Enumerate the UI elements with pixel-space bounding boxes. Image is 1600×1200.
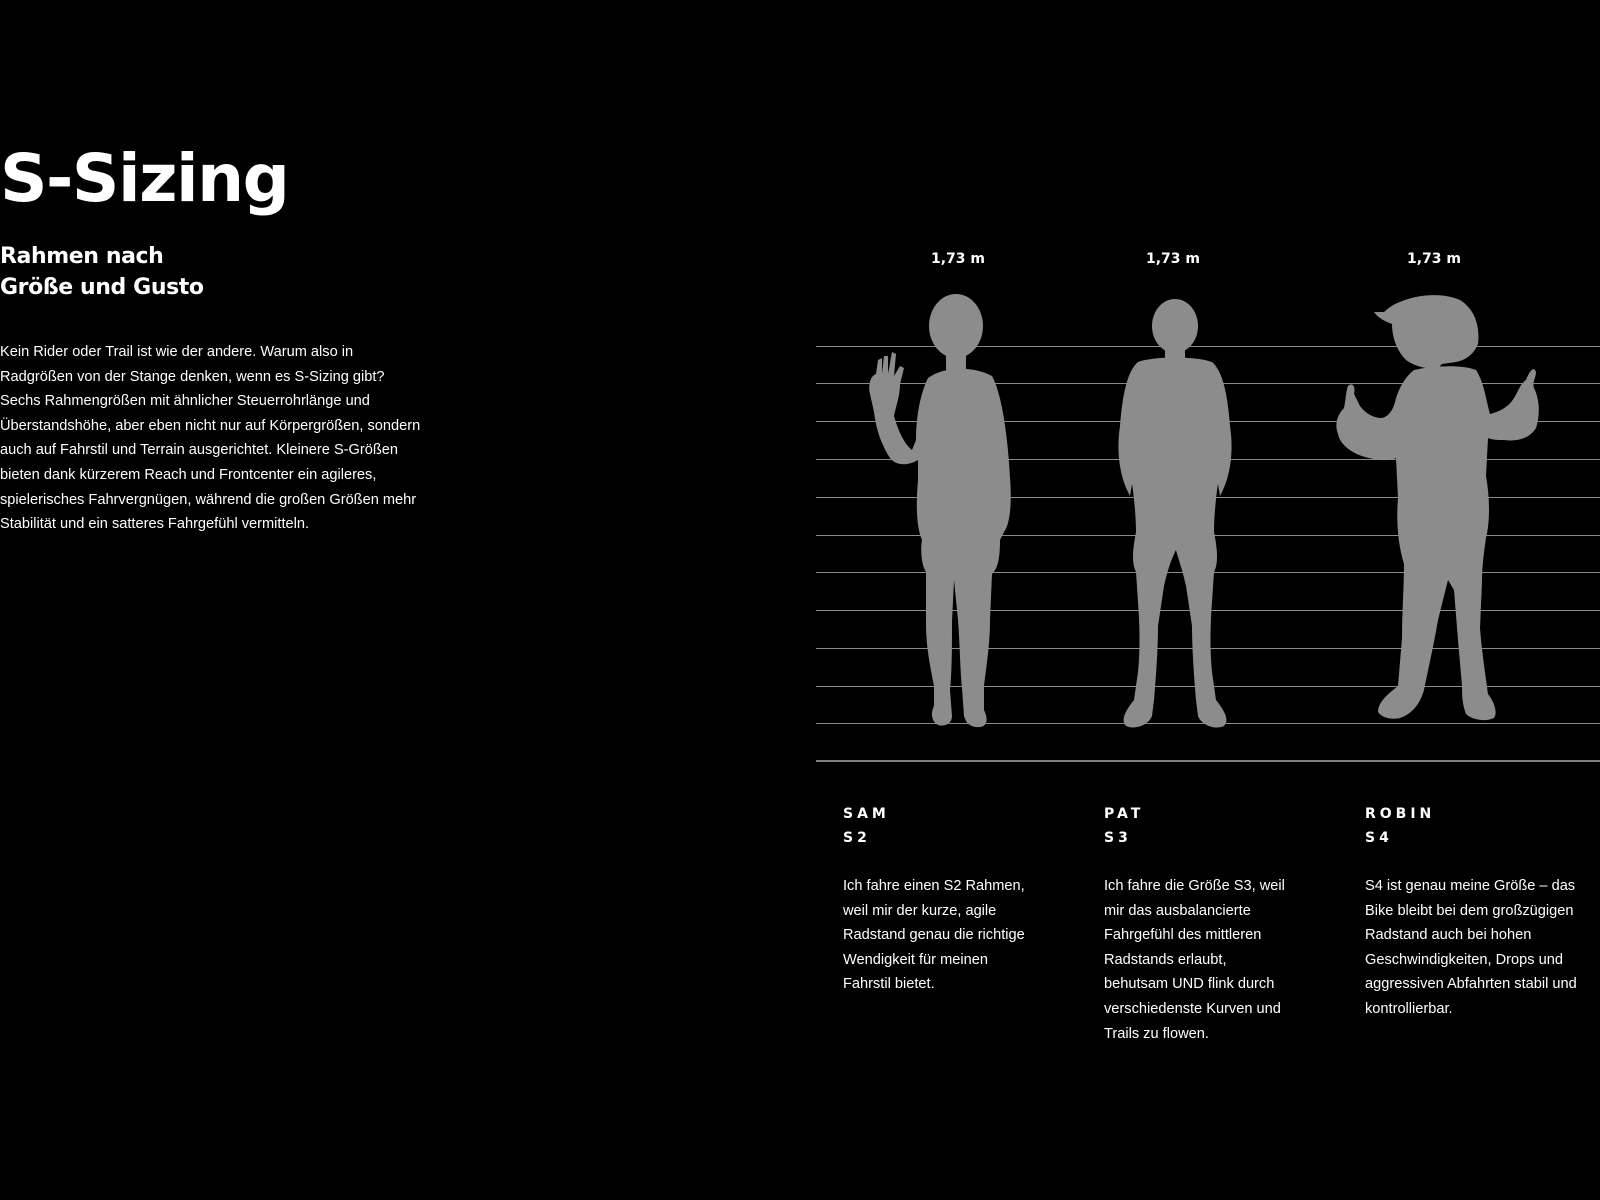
height-label-pat: 1,73 m [1145, 251, 1200, 267]
subtitle-line: Größe und Gusto [0, 275, 204, 300]
intro-line: Stabilität und ein satteres Fahrgefühl vermitteln. [0, 516, 310, 533]
intro-line: Kein Rider oder Trail ist wie der andere. Warum also in [0, 344, 354, 360]
rider-frame-size: S2 [843, 830, 871, 846]
rider-description-line: mir das ausbalancierte [1104, 902, 1251, 919]
rider-helmet-thumbs-up-silhouette-icon [1334, 290, 1544, 735]
rider-description-line: Bike bleibt bei dem großzügigen [1365, 902, 1574, 919]
rider-description-line: Fahrgefühl des mittleren [1104, 927, 1262, 944]
rider-description [1104, 874, 1344, 1046]
rider-description [1365, 874, 1600, 1022]
rider-description-line: kontrollierbar. [1365, 1000, 1453, 1017]
intro-line: Sechs Rahmengrößen mit ähnlicher Steuerrohrlänge und [0, 393, 370, 410]
intro-line: Überstandshöhe, aber eben nicht nur auf Körpergrößen, sondern [0, 417, 421, 434]
page-title: S-Sizing [0, 140, 289, 217]
height-label-robin: 1,73 m [1406, 251, 1461, 267]
rider-description-line: S4 ist genau meine Größe – das [1365, 878, 1576, 894]
rider-name: ROBIN [1365, 806, 1436, 822]
rider-description-line: weil mir der kurze, agile [843, 902, 997, 919]
rider-description-line: Ich fahre einen S2 Rahmen, [843, 878, 1025, 894]
rider-description-line: Radstands erlaubt, [1104, 951, 1227, 968]
rider-description-line: behutsam UND flink durch [1104, 976, 1275, 993]
page-subtitle [0, 241, 204, 303]
rider-name: SAM [843, 806, 890, 822]
rider-card-robin [1365, 802, 1600, 1022]
rider-description-line: Radstand genau die richtige [843, 927, 1025, 944]
rider-frame-size: S4 [1365, 830, 1393, 846]
rider-frame-size: S3 [1104, 830, 1132, 846]
rider-description-line: aggressiven Abfahrten stabil und [1365, 976, 1577, 993]
rider-description-line: Wendigkeit für meinen [843, 951, 988, 968]
intro-paragraph [0, 340, 470, 537]
rider-card-sam [843, 802, 1083, 997]
rider-description [843, 874, 1083, 997]
rider-description-line: Trails zu flowen. [1104, 1025, 1209, 1042]
rider-description-line: Fahrstil bietet. [843, 976, 935, 993]
rider-card-pat [1104, 802, 1344, 1046]
intro-line: bieten dank kürzerem Reach und Frontcenter ein agileres, [0, 466, 377, 483]
grid-baseline [816, 760, 1600, 762]
intro-line: Radgrößen von der Stange denken, wenn es S-Sizing gibt? [0, 368, 385, 385]
rider-name: PAT [1104, 806, 1145, 822]
rider-description-line: Ich fahre die Größe S3, weil [1104, 878, 1285, 894]
subtitle-line: Rahmen nach [0, 244, 164, 269]
rider-description-line: verschiedenste Kurven und [1104, 1000, 1281, 1017]
rider-waving-silhouette-icon [860, 290, 1020, 735]
intro-line: auch auf Fahrstil und Terrain ausgerichtet. Kleinere S-Größen [0, 442, 399, 459]
rider-description-line: Geschwindigkeiten, Drops und [1365, 951, 1563, 968]
intro-line: spielerisches Fahrvergnügen, während die großen Größen mehr [0, 491, 417, 508]
rider-description-line: Radstand auch bei hohen [1365, 927, 1532, 944]
rider-standing-silhouette-icon [1098, 296, 1253, 734]
height-label-sam: 1,73 m [930, 251, 985, 267]
